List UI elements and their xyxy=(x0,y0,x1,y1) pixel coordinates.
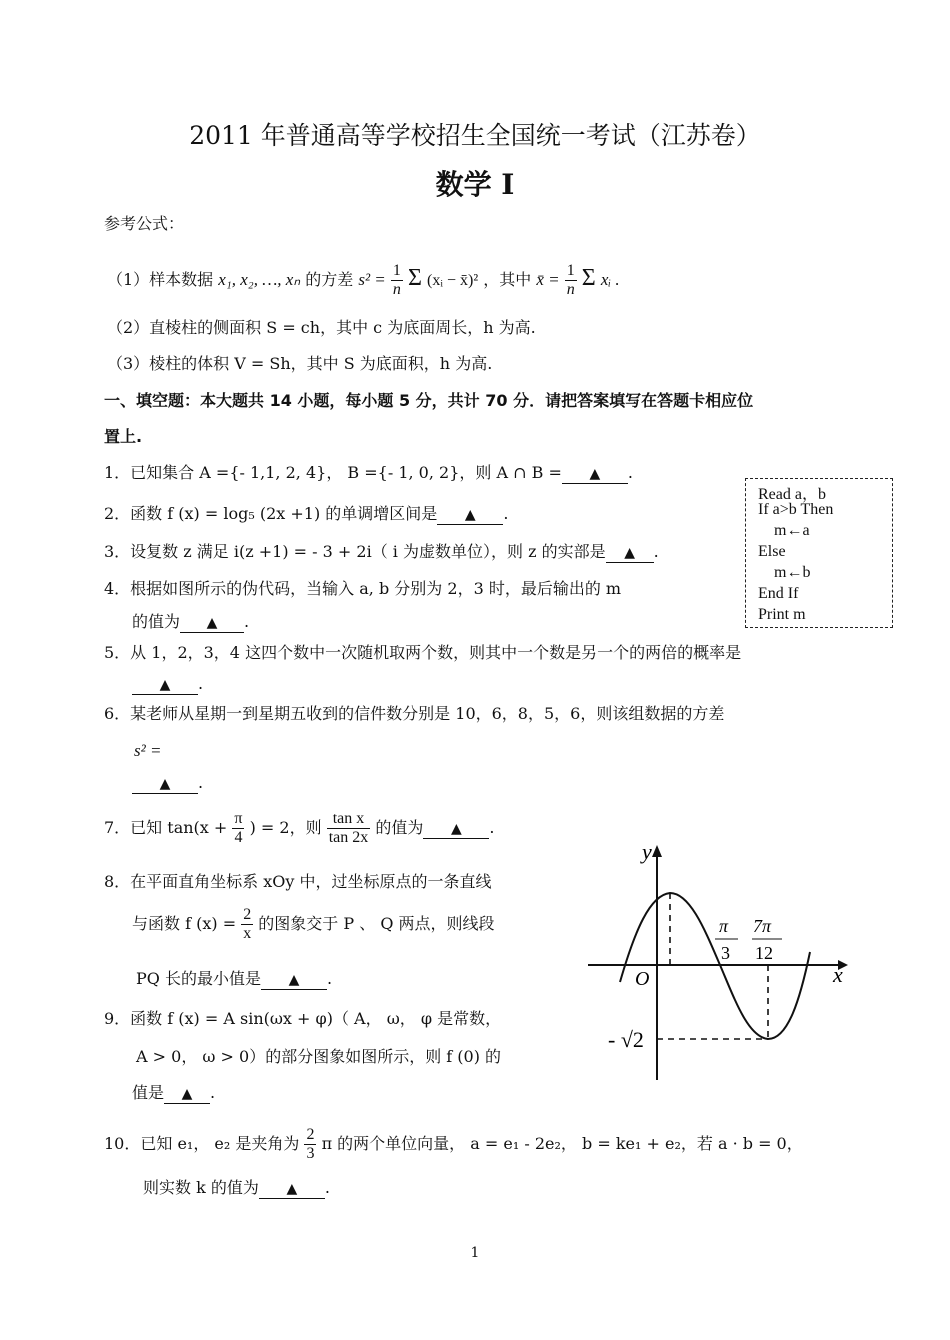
section-heading-line2: 置上. xyxy=(104,427,143,446)
formula-1-frac: $\frac{1}{n}$ xyxy=(392,262,401,298)
code-line-2: If a>b Then xyxy=(758,501,834,518)
code-line-6: End If xyxy=(758,585,799,602)
question-6-line2 xyxy=(134,740,161,762)
formula-1-mean: x̄ = xyxy=(536,270,560,289)
question-7-text-a: 7．已知 tan(x + xyxy=(104,818,228,837)
question-10-text-a: 10．已知 e₁， e₂ 是夹角为 xyxy=(104,1134,300,1153)
question-7-frac-2: $\frac{\text{tan x}}{\tan 2x}$ xyxy=(328,810,369,846)
sigma-symbol-1: Σ xyxy=(407,265,422,291)
answer-blank-10: ▲ xyxy=(259,1179,325,1199)
code-line-7: Print m xyxy=(758,606,806,623)
answer-blank-5: ▲ xyxy=(132,675,198,695)
answer-blank-6: ▲ xyxy=(132,774,198,794)
question-10-line2: 则实数 k 的值为 ▲ . xyxy=(143,1178,330,1197)
question-9-text: 值是 xyxy=(132,1083,165,1102)
question-10-text-c: 则实数 k 的值为 xyxy=(143,1178,259,1197)
exam-title: 2011 年普通高等学校招生全国统一考试（江苏卷） xyxy=(189,121,761,150)
tick-7pi12-denominator: 12 xyxy=(755,943,773,963)
answer-blank-2: ▲ xyxy=(437,505,503,525)
question-10-frac: $\frac{2}{3}$ xyxy=(306,1126,315,1162)
code-line-5: m←b xyxy=(774,564,811,581)
formula-2: （2）直棱柱的侧面积 S = ch，其中 c 为底面周长，h 为高. xyxy=(107,318,536,337)
sine-graph xyxy=(580,835,850,1090)
question-10-line1 xyxy=(104,1126,803,1163)
origin-label: O xyxy=(635,968,650,990)
formula-1-mid: 的方差 xyxy=(305,270,354,289)
answer-blank-8: ▲ xyxy=(261,970,327,990)
y-axis-label: y xyxy=(642,839,652,864)
question-7-frac-1: $\frac{\pi}{4}$ xyxy=(234,810,243,846)
question-4-line1: 4．根据如图所示的伪代码，当输入 a, b 分别为 2，3 时，最后输出的 m xyxy=(104,579,622,598)
tick-7pi12-numerator: 7π xyxy=(753,916,772,936)
question-9-line2: A > 0， ω > 0）的部分图象如图所示，则 f (0) 的 xyxy=(136,1047,502,1066)
question-5-line2: ▲ . xyxy=(132,673,203,695)
formula-1 xyxy=(107,262,620,299)
x-axis-label: x xyxy=(833,962,843,987)
pseudocode-box xyxy=(745,478,893,628)
question-8-text-b: 的图象交于 P 、 Q 两点，则线段 xyxy=(258,914,495,933)
code-line-3: m←a xyxy=(774,522,810,539)
question-2-text: 2．函数 f (x) = log₅ (2x +1) 的单调增区间是 xyxy=(104,504,438,523)
answer-blank-9: ▲ xyxy=(164,1084,210,1104)
question-1-text: 1．已知集合 A ={- 1,1, 2, 4}， B ={- 1, 0, 2}，则 A ∩ B = xyxy=(104,463,562,482)
question-8-frac: $\frac{2}{x}$ xyxy=(243,906,252,942)
question-8-line2 xyxy=(132,906,495,943)
question-6-line1: 6．某老师从星期一到星期五收到的信件数分别是 10，6，8，5，6，则该组数据的方差 xyxy=(104,704,725,723)
code-line-4: Else xyxy=(758,543,786,560)
formula-1-vars: x₁, x₂, …, xₙ xyxy=(218,270,301,289)
question-4-text: 的值为 xyxy=(132,612,181,631)
question-7-text-c: 的值为 xyxy=(375,818,424,837)
tick-pi3-numerator: π xyxy=(719,916,729,936)
question-1: 1．已知集合 A ={- 1,1, 2, 4}， B ={- 1, 0, 2}，则 A ∩ B = ▲ . xyxy=(104,463,633,482)
page-number: 1 xyxy=(470,1245,480,1261)
question-7-text-b: ) = 2，则 xyxy=(249,818,322,837)
formula-1-tail: xᵢ . xyxy=(600,270,620,289)
min-value-label: - √2 xyxy=(608,1027,644,1052)
answer-blank-1: ▲ xyxy=(562,464,628,484)
question-10-text-b: π 的两个单位向量， a = e₁ - 2e₂， b = ke₁ + e₂，若 a · b = 0， xyxy=(321,1134,803,1153)
formula-1-frac-2: $\frac{1}{n}$ xyxy=(566,262,575,298)
variance-symbol: s² = xyxy=(134,741,162,760)
question-9-line3: 值是 ▲ . xyxy=(132,1083,216,1102)
formula-1-variance: s² = xyxy=(358,270,386,289)
formula-3: （3）棱柱的体积 V = Sh，其中 S 为底面积，h 为高. xyxy=(107,354,493,373)
question-2: 2．函数 f (x) = log₅ (2x +1) 的单调增区间是 ▲ . xyxy=(104,504,509,523)
code-line-1: Read a，b xyxy=(758,486,826,503)
sigma-symbol-2: Σ xyxy=(581,265,596,291)
formula-1-comma: ，其中 xyxy=(483,270,532,289)
question-9-line1: 9．函数 f (x) = A sin(ωx + φ)（ A， ω， φ 是常数， xyxy=(104,1009,502,1028)
formula-1-prefix: （1）样本数据 xyxy=(107,270,214,289)
question-7: 7．已知 tan(x + $\frac{\pi}{4}$ ) = 2，则 $\frac{\text{tan x}}{\tan 2x}$ 的值为 ▲ . xyxy=(104,810,495,846)
question-4-line2: 的值为 ▲ . xyxy=(132,612,250,631)
question-5-line1: 5．从 1，2，3，4 这四个数中一次随机取两个数，则其中一个数是另一个的两倍的概率是 xyxy=(104,643,742,662)
formulas-heading: 参考公式： xyxy=(104,214,185,233)
tick-pi3-denominator: 3 xyxy=(721,943,730,963)
question-8-line1: 8．在平面直角坐标系 xOy 中，过坐标原点的一条直线 xyxy=(104,872,492,891)
answer-blank-7: ▲ xyxy=(423,819,489,839)
answer-blank-3: ▲ xyxy=(606,543,654,563)
y-axis-arrow xyxy=(652,845,662,857)
question-8-line3: PQ 长的最小值是 ▲ . xyxy=(136,969,333,988)
section-heading-line1: 一、填空题：本大题共 14 小题，每小题 5 分，共计 70 分．请把答案填写在答题卡相应位 xyxy=(104,391,754,410)
formula-1-sum: (xᵢ − x̄)² xyxy=(427,272,479,289)
question-8-text-c: PQ 长的最小值是 xyxy=(136,969,261,988)
subject-title: 数学 Ⅰ xyxy=(435,168,515,201)
question-8-text-a: 与函数 f (x) = xyxy=(132,914,237,933)
answer-blank-4: ▲ xyxy=(180,613,244,633)
question-6-line3: ▲ . xyxy=(132,772,203,794)
question-3-text: 3．设复数 z 满足 i(z +1) = - 3 + 2i（ i 为虚数单位），则 z 的实部是 xyxy=(104,542,606,561)
question-3: 3．设复数 z 满足 i(z +1) = - 3 + 2i（ i 为虚数单位），则 z 的实部是 ▲ . xyxy=(104,542,659,561)
